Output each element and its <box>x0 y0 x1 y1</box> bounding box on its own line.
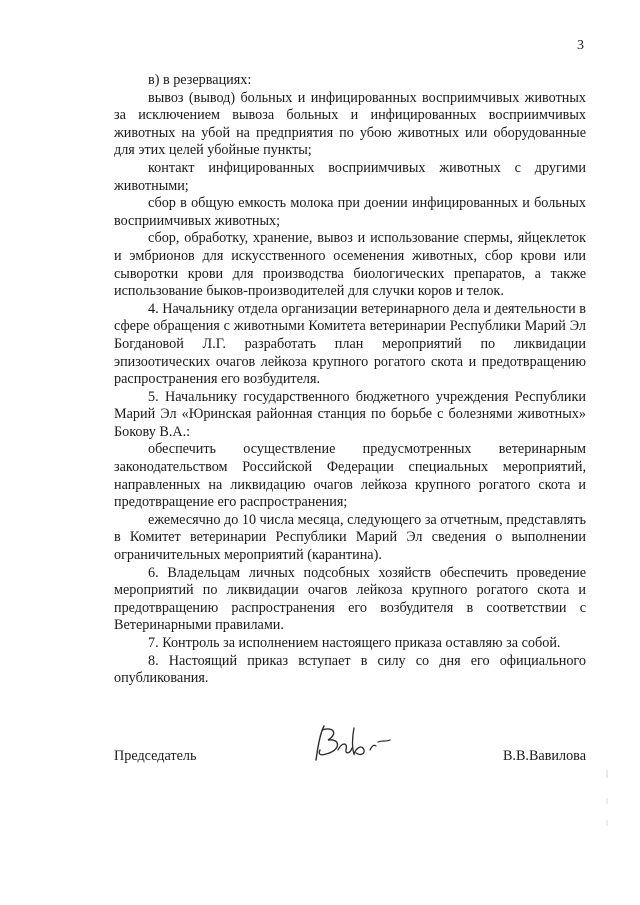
paragraph-item-8: 8. Настоящий приказ вступает в силу со дня его официального опубликования. <box>114 652 586 687</box>
signatory-title: Председатель <box>114 748 197 764</box>
page-number: 3 <box>577 38 584 53</box>
paragraph-contact-ban: контакт инфицированных восприимчивых животных с другими животными; <box>114 159 586 194</box>
paragraph-export-ban: вывоз (вывод) больных и инфицированных восприимчивых животных за исключением вывоза больных и инфицированных восприимчивых животных на убой на предприятия по убою животных или оборудованные для этих целей убойные пункты; <box>114 89 586 159</box>
paragraph-sperm-ban: сбор, обработку, хранение, вывоз и использование спермы, яйцеклеток и эмбрионов для искусственного осеменения животных, сбор крови или сыворотки крови для производства биологических препаратов, а также использование быков-производителей для случки коров и телок. <box>114 230 586 300</box>
paragraph-item-4: 4. Начальнику отдела организации ветеринарного дела и деятельности в сфере обращения с животными Комитета ветеринарии Республики Марий Эл Богдановой Л.Г. разработать план мероприятий по ликвидации эпизоотических очагов лейкоза крупного рогатого скота и предотвращению распространения его возбудителя. <box>114 300 586 388</box>
paragraph-reservations-heading: в) в резервациях: <box>148 72 252 88</box>
paragraph-item-5-monthly: ежемесячно до 10 числа месяца, следующего за отчетным, представлять в Комитет ветеринарии Республики Марий Эл сведения о выполнении ограничительных мероприятий (карантина). <box>114 511 586 564</box>
paragraph-item-5: 5. Начальнику государственного бюджетного учреждения Республики Марий Эл «Юринская районная станция по борьбе с болезнями животных» Бокову В.А.: <box>114 388 586 440</box>
scan-artifact <box>606 770 608 830</box>
handwritten-signature <box>308 720 398 770</box>
signatory-name: В.В.Вавилова <box>502 748 586 764</box>
paragraph-item-7: 7. Контроль за исполнением настоящего приказа оставляю за собой. <box>148 635 561 651</box>
paragraph-item-5-ensure: обеспечить осуществление предусмотренных ветеринарным законодательством Российской Федерации специальных мероприятий, направленных на ликвидацию очагов лейкоза крупного рогатого скота и предотвращение его распространения; <box>114 441 586 511</box>
paragraph-item-6: 6. Владельцам личных подсобных хозяйств обеспечить проведение мероприятий по ликвидации очагов лейкоза крупного рогатого скота и предотвращению распространения его возбудителя в соответствии с Ветеринарными правилами. <box>114 564 586 634</box>
document-body <box>114 72 586 688</box>
paragraph-milk-ban: сбор в общую емкость молока при доении инфицированных и больных восприимчивых животных; <box>114 195 586 229</box>
